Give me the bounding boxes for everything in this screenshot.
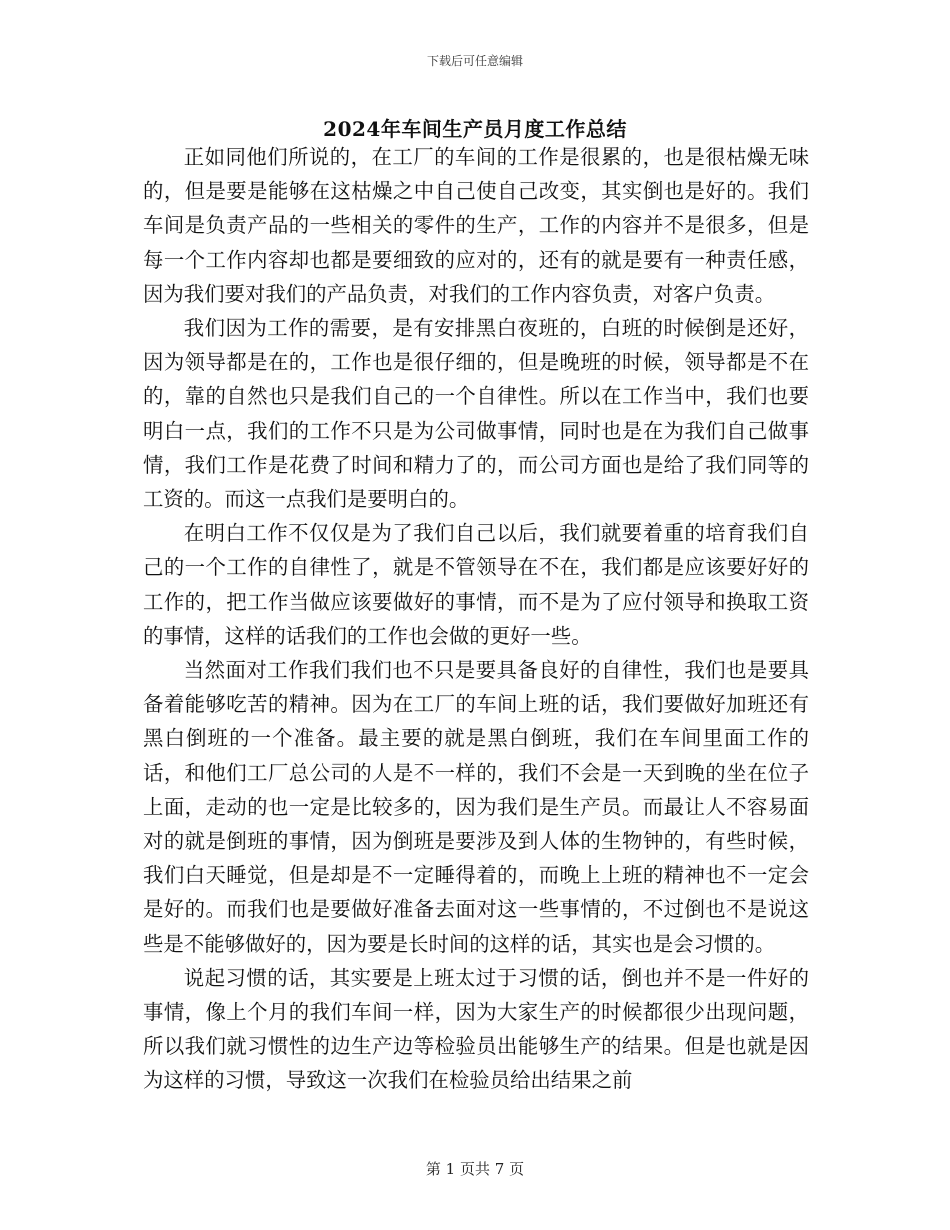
paragraph: 正如同他们所说的，在工厂的车间的工作是很累的，也是很枯燥无味的，但是要是能够在这枯燥之中自己使自己改变，其实倒也是好的。我们车间是负责产品的一些相关的零件的生产，工作的内容并不是很多，但是每一个工作内容却也都是要细致的应对的，还有的就是要有一种责任感，因为我们要对我们的产品负责，对我们的工作内容负责，对客户负责。 <box>143 145 809 306</box>
paragraph: 当然面对工作我们我们也不只是要具备良好的自律性，我们也是要具备着能够吃苦的精神。因为在工厂的车间上班的话，我们要做好加班还有黑白倒班的一个准备。最主要的就是黑白倒班，我们在车间里面工作的话，和他们工厂总公司的人是不一样的，我们不会是一天到晚的坐在位子上面，走动的也一定是比较多的，因为我们是生产员。而最让人不容易面对的就是倒班的事情，因为倒班是要涉及到人体的生物钟的，有些时候，我们白天睡觉，但是却是不一定睡得着的，而晚上上班的精神也不一定会是好的。而我们也是要做好准备去面对这一些事情的，不过倒也不是说这些是不能够做好的，因为要是长时间的这样的话，其实也是会习惯的。 <box>143 658 809 956</box>
paragraph: 在明白工作不仅仅是为了我们自己以后，我们就要着重的培育我们自己的一个工作的自律性了，就是不管领导在不在，我们都是应该要好好的工作的，把工作当做应该要做好的事情，而不是为了应付领导和换取工资的事情，这样的话我们的工作也会做的更好一些。 <box>143 521 809 648</box>
paragraph: 我们因为工作的需要，是有安排黑白夜班的，白班的时候倒是还好，因为领导都是在的，工作也是很仔细的，但是晚班的时候，领导都是不在的，靠的自然也只是我们自己的一个自律性。所以在工作当中，我们也要明白一点，我们的工作不只是为公司做事情，同时也是在为我们自己做事情，我们工作是花费了时间和精力了的，而公司方面也是给了我们同等的工资的。而这一点我们是要明白的。 <box>143 316 809 512</box>
header-note: 下载后可任意编辑 <box>426 54 523 68</box>
page-number: 第 1 页共 7 页 <box>425 1160 525 1178</box>
document-title: 2024年车间生产员月度工作总结 <box>323 117 627 141</box>
paragraph: 说起习惯的话，其实要是上班太过于习惯的话，倒也并不是一件好的事情，像上个月的我们车间一样，因为大家生产的时候都很少出现问题，所以我们就习惯性的边生产边等检验员出能够生产的结果。但是也就是因为这样的习惯，导致这一次我们在检验员给出结果之前 <box>143 965 809 1093</box>
document-body <box>143 140 809 1098</box>
